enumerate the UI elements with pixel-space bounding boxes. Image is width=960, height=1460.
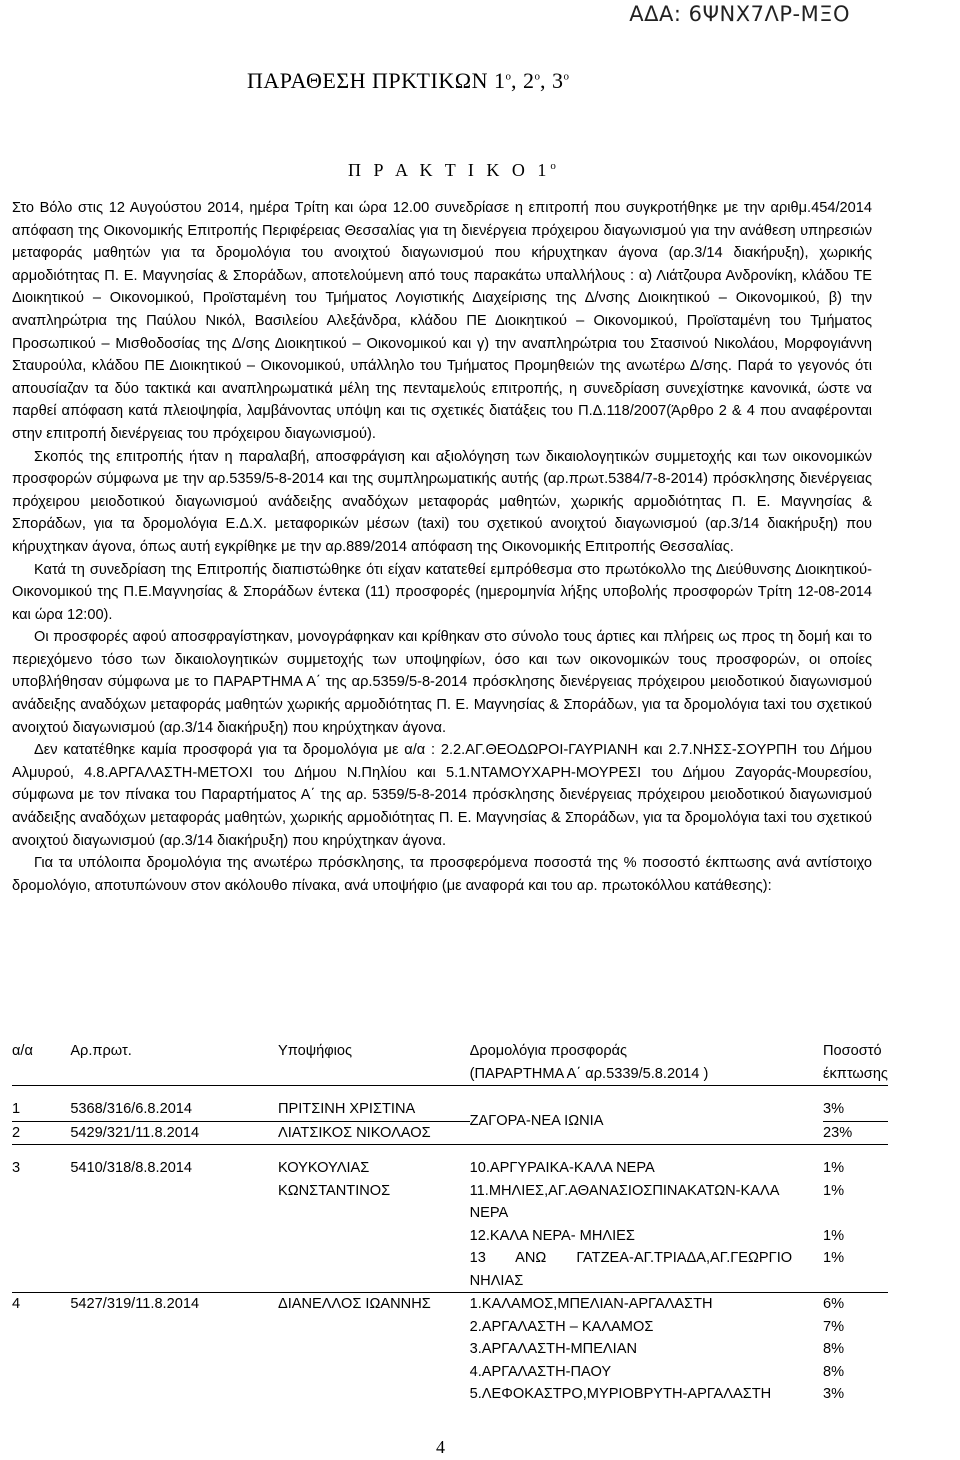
ada-code: ΑΔΑ: 6ΨΝΧ7ΛΡ-ΜΞΟ: [629, 2, 850, 26]
header-percent: Ποσοστό έκπτωσης: [823, 1040, 888, 1086]
table-row: 2 5429/321/11.8.2014 ΛΙΑΤΣΙΚΟΣ ΝΙΚΟΛΑΟΣ 23%: [12, 1121, 888, 1145]
table-row: 1 5368/316/6.8.2014 ΠΡΙΤΣΙΝΗ ΧΡΙΣΤΙΝΑ ΖΑΓΟΡΑ-ΝΕΑ ΙΩΝΙΑ 3%: [12, 1098, 888, 1121]
paragraph-opening: Οι προσφορές αφού αποσφραγίστηκαν, μονογράφηκαν και κρίθηκαν στο σύνολο τους άρτιες και πλήρεις ως προς τη δομή και το περιεχόμενο τόσο των δικαιολογητικών συμμετοχής των υποψηφίων, όσο και των οικονομικών τους προσφορών, οι οποίες υποβλήθησαν σύμφωνα με το ΠΑΡΑΡΤΗΜΑ Α΄ της αρ.5359/5-8-2014 πρόσκλησης διενέργειας πρόχειρου μειοδοτικού διαγωνισμού ανάδειξης αναδόχων μεταφοράς μαθητών χωρικής αρμοδιότητας Π. Ε. Μαγνησίας & Σποράδων, για τα δρομολόγια taxi του σχετικού ανοιχτού διαγωνισμού (αρ.3/14 διακήρυξη) που κηρύχτηκαν άγονα.: [12, 629, 872, 736]
section-title: Π Ρ Α Κ Τ Ι Κ Ο $1^o$: [348, 160, 556, 180]
document-body: [12, 197, 872, 897]
paragraph-no-offer: Δεν κατατέθηκε καμία προσφορά για τα δρομολόγια με α/α : 2.2.ΑΓ.ΘΕΟΔΩΡΟΙ-ΓΑΥΡΙΑΝΗ και 2.7.ΝΗΣΣ-ΣΟΥΡΠΗ του Δήμου Αλμυρού, 4.8.ΑΡΓΑΛΑΣΤΗ-ΜΕΤΟΧΙ του Δήμου Ν.Πηλίου και 5.1.ΝΤΑΜΟΥΧΑΡΗ-ΜΟΥΡΕΣΙ του Δήμου Ζαγοράς-Μουρεσίου, σύμφωνα με τον πίνακα του Παραρτήματος Α΄ της αρ. 5359/5-8-2014 πρόσκλησης διενέργειας πρόχειρου μειοδοτικού διαγωνισμού ανάδειξης αναδόχων μεταφοράς μαθητών, χωρικής αρμοδιότητας Π. Ε. Μαγνησίας & Σποράδων, για τα δρομολόγια taxi του σχετικού ανοιχτού διαγωνισμού (αρ.3/14 διακήρυξη) που κηρύχτηκαν άγονα.: [12, 742, 872, 849]
header-routes: Δρομολόγια προσφοράς (ΠΑΡΑΡΤΗΜΑ Α΄ αρ.5339/5.8.2014 ): [470, 1040, 823, 1086]
page-number: 4: [436, 1437, 445, 1457]
table-header-row: [12, 1040, 888, 1086]
header-protocol: Αρ.πρωτ.: [70, 1040, 278, 1086]
header-candidate: Υποψήφιος: [278, 1040, 470, 1086]
document-title: ΠΑΡΑΘΕΣΗ ΠΡΚΤΙΚΩΝ $1^o$, $2^o$, $3^o$: [247, 68, 569, 93]
header-aa: α/α: [12, 1040, 70, 1086]
paragraph-intro: Στο Βόλο στις 12 Αυγούστου 2014, ημέρα Τρίτη και ώρα 12.00 συνεδρίασε η επιτροπή που συγκροτήθηκε με την αριθμ.454/2014 απόφαση της Οικονομικής Επιτροπής Περιφέρειας Θεσσαλίας για τη διενέργεια πρόχειρου διαγωνισμού για την ανάθεση υπηρεσιών μεταφοράς μαθητών για τα δρομολόγια του ανοιχτού διαγωνισμού που κήρυχτηκαν άγονα (αρ.3/14 διακήρυξη), χωρικής αρμοδιότητας Π. Ε. Μαγνησίας & Σποράδων, αποτελούμενη από τους παρακάτω υπαλλήλους : α) Λιάτζουρα Ανδρονίκη, κλάδου ΤΕ Διοικητικού – Οικονομικού, Προϊσταμένη του Τμήματος Λογιστικής Διαχείρισης της Δ/νσης Διοικητικού – Οικονομικού, β) την αναπληρώτρια της Παύλου Νικόλ, Βασιλείου Αλεξάνδρα, κλάδου ΠΕ Διοικητικού – Οικονομικού, Προϊσταμένη του Τμήματος Προσωπικού – Μισθοδοσίας της Δ/σης Διοικητικού – Οικονομικού και γ) την αναπληρώτρια του Στασινού Νικολάου, Μορφογιάννη Σταυρούλα, κλάδου ΠΕ Διοικητικού – Οικονομικού, υπάλληλο του Τμήματος Προμηθειών της ανωτέρω Δ/σης. Παρά το γεγονός ότι απουσίαζαν τα δύο τακτικά και αναπληρωματικά μέλη της πενταμελούς επιτροπής, η συνεδρίαση συνεχίστηκε κανονικά, ώστε να παρθεί απόφαση κατά πλειοψηφία, λαμβάνοντας υπόψη και τις σχετικές διατάξεις του Π.Δ.118/2007(Άρθρο 2 & 4 που αναφέρονται στην επιτροπή διενέργειας του πρόχειρου διαγωνισμού).: [12, 200, 872, 442]
paragraph-purpose: Σκοπός της επιτροπής ήταν η παραλαβή, αποσφράγιση και αξιολόγηση των δικαιολογητικών συμμετοχής και των οικονομικών προσφορών σύμφωνα με την αρ.5359/5-8-2014 και της συμπληρωματικής αυτής (αρ.πρωτ.5384/7-8-2014) πρόσκλησης διενέργειας πρόχειρου μειοδοτικού διαγωνισμού ανάδειξης αναδόχων μεταφοράς μαθητών, χωρικής αρμοδιότητας Π. Ε. Μαγνησίας & Σποράδων, για τα δρομολόγια Ε.Δ.Χ. μεταφορικών μέσων (taxi) του σχετικού ανοιχτού διαγωνισμού (αρ.3/14 διακήρυξη) που κήρυχτηκαν άγονα, όπως αυτή εγκρίθηκε με την αρ.889/2014 απόφαση της Οικονομικής Επιτροπής Θεσσαλίας.: [12, 448, 872, 555]
paragraph-submissions: Κατά τη συνεδρίαση της Επιτροπής διαπιστώθηκε ότι είχαν κατατεθεί εμπρόθεσμα στο πρωτόκολλο της Διεύθυνσης Διοικητικού-Οικονομικού της Π.Ε.Μαγνησίας & Σποράδων έντεκα (11) προσφορές (ημερομηνία λήξης υποβολής προσφορών Τρίτη 12-08-2014 και ώρα 12:00).: [12, 561, 872, 623]
table-row: 3 5410/318/8.8.2014 ΚΟΥΚΟΥΛΙΑΣ ΚΩΝΣΤΑΝΤΙΝΟΣ 10.ΑΡΓΥΡΑΙΚΑ-ΚΑΛΑ ΝΕΡΑ 11.ΜΗΛΙΕΣ,ΑΓ.ΑΘΑΝΑΣΙΟΣΠΙΝΑΚΑΤΩΝ-ΚΑΛΑ ΝΕΡΑ 12.ΚΑΛΑ ΝΕΡΑ- ΜΗΛΙΕΣ 13 ΑΝΩ ΓΑΤΖΕΑ-ΑΓ.ΤΡΙΑΔΑ,ΑΓ.ΓΕΩΡΓΙΟ ΝΗΛΙΑΣ 1% 1% 1% 1%: [12, 1157, 888, 1293]
table-row: 4 5427/319/11.8.2014 ΔΙΑΝΕΛΛΟΣ ΙΩΑΝΝΗΣ 1.ΚΑΛΑΜΟΣ,ΜΠΕΛΙΑΝ-ΑΡΓΑΛΑΣΤΗ 2.ΑΡΓΑΛΑΣΤΗ – ΚΑΛΑΜΟΣ 3.ΑΡΓΑΛΑΣΤΗ-ΜΠΕΛΙΑΝ 4.ΑΡΓΑΛΑΣΤΗ-ΠΑΟΥ 5.ΛΕΦΟΚΑΣΤΡΟ,ΜΥΡΙΟΒΡΥΤΗ-ΑΡΓΑΛΑΣΤΗ 6% 7% 8% 8% 3%: [12, 1296, 845, 1402]
paragraph-remaining: Για τα υπόλοιπα δρομολόγια της ανωτέρω πρόσκλησης, τα προσφερόμενα ποσοστά της % ποσοστό έκπτωσης ανά αντίστοιχο δρομολόγιο, αποτυπώνουν στον ακόλουθο πίνακα, ανά υποψήφιο (με αναφορά και του αρ. πρωτοκόλλου κατάθεσης):: [12, 855, 872, 894]
offers-table: [12, 1040, 888, 1406]
